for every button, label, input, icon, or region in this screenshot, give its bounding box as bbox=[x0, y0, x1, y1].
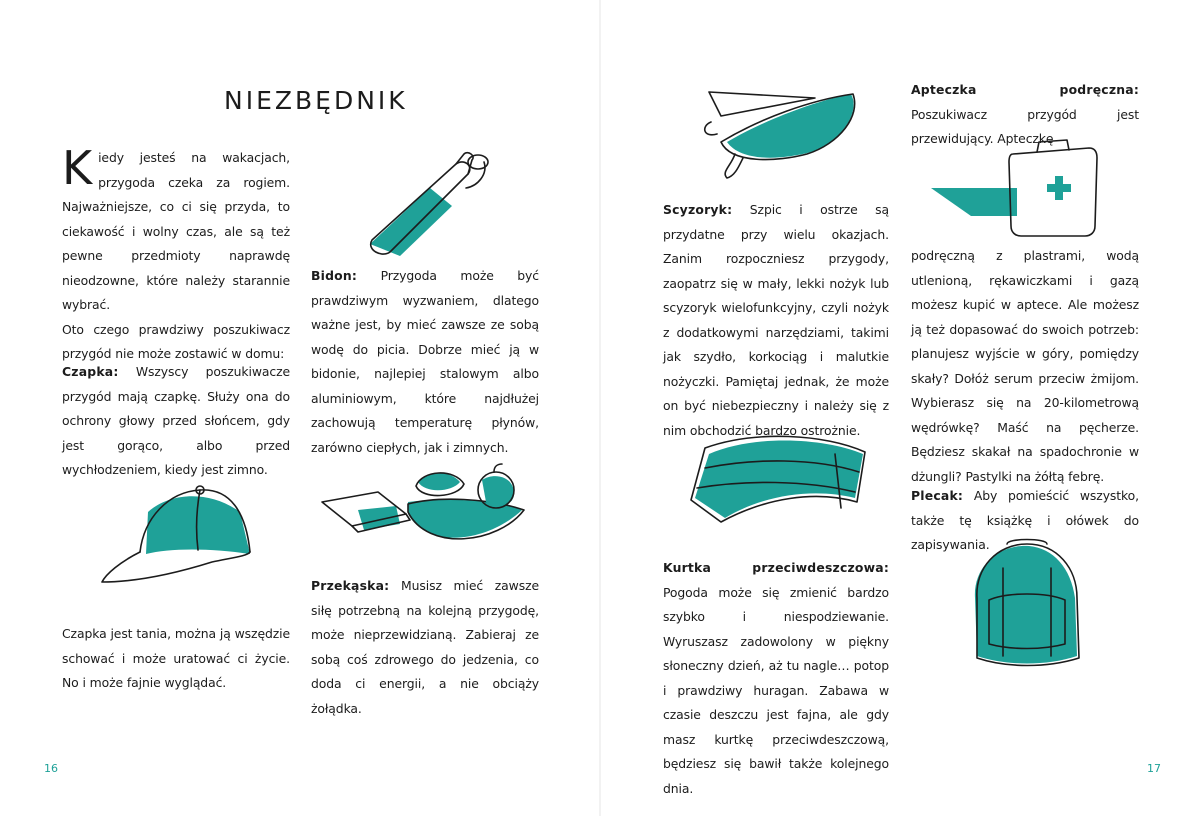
intro-text-2: Oto czego prawdziwy poszukiwacz przygód nie może zostawić w domu: bbox=[62, 321, 290, 361]
czapka-section bbox=[62, 360, 290, 483]
przekaska-section bbox=[311, 574, 539, 721]
bidon-section bbox=[311, 264, 539, 460]
left-page bbox=[0, 0, 600, 816]
pocket-knife-icon bbox=[691, 82, 861, 182]
bidon-heading: Bidon: bbox=[311, 268, 358, 283]
apteczka-text-2: podręczną z plastrami, wodą utlenioną, rękawiczkami i gazą możesz kupić w aptece. Ale możesz ją też dopasować do swoich potrzeb: planujesz wyjście w góry, pomiędzy skały? Dołóż serum przeciw żmijom. Wybierasz się na 20-kilometrową wędrówkę? Maść na pęcherze. Będziesz skakał na spadochronie w dżungli? Pastylki na żółtą febrę. bbox=[911, 248, 1139, 484]
snack-icon bbox=[318, 462, 530, 558]
scyzoryk-section bbox=[663, 198, 889, 443]
page-title: NIEZBĘDNIK bbox=[224, 86, 408, 115]
dropcap: K bbox=[62, 141, 93, 195]
first-aid-kit-icon bbox=[931, 138, 1101, 242]
page-number-left: 16 bbox=[44, 762, 58, 775]
intro-text: iedy jesteś na wakacjach, przygoda czeka za rogiem. Najważniejsze, co ci się przyda, to ciekawość i wolny czas, ale są też pewne przedmioty naprawdę nieodzowne, które należy starannie wybrać. bbox=[62, 150, 290, 312]
intro-paragraph bbox=[62, 141, 290, 367]
apteczka-heading: Apteczka podręczna: bbox=[911, 82, 1139, 97]
plecak-heading: Plecak: bbox=[911, 488, 964, 503]
scyzoryk-text: Szpic i ostrze są przydatne przy wielu okazjach. Zanim rozpoczniesz przygody, zaopatrz się w mały, lekki nożyk lub scyzoryk wielofunkcyjny, czyli nożyk z dodatkowymi narzędziami, takimi jak szydło, korkociąg i malutkie nożyczki. Pamiętaj jednak, że może on być niebezpieczny i należy się z nim obchodzić bardzo ostrożnie. bbox=[663, 202, 889, 438]
przekaska-heading: Przekąska: bbox=[311, 578, 390, 593]
czapka-text-2: Czapka jest tania, można ją wszędzie schować i może uratować ci życie. No i może fajnie wyglądać. bbox=[62, 626, 290, 690]
bidon-text: Przygoda może być prawdziwym wyzwaniem, dlatego ważne jest, by mieć zawsze ze sobą wodę do picia. Dobrze mieć ją w bidonie, najlepiej stalowym albo aluminiowym, które najdłużej zachowują temperaturę płynów, zarówno ciepłych, jak i zimnych. bbox=[311, 268, 540, 455]
czapka-text: Wszyscy poszukiwacze przygód mają czapkę. Służy ona do ochrony głowy przed słońcem, gdy jest gorąco, albo przed wychłodzeniem, kiedy jest zimno. bbox=[62, 364, 290, 477]
page-number-right: 17 bbox=[1147, 762, 1161, 775]
backpack-icon bbox=[967, 538, 1087, 668]
jacket-icon bbox=[685, 428, 867, 528]
cap-icon bbox=[100, 482, 280, 592]
scyzoryk-heading: Scyzoryk: bbox=[663, 202, 733, 217]
plecak-text: Aby pomieścić wszystko, także tę książkę i ołówek do zapisywania. bbox=[911, 488, 1139, 552]
kurtka-section bbox=[663, 556, 889, 801]
przekaska-text: Musisz mieć zawsze siłę potrzebną na kolejną przygodę, może nieprzewidzianą. Zabieraj ze sobą coś zdrowego do jedzenia, co doda ci energii, a nie obciąży żołądka. bbox=[311, 578, 539, 716]
apteczka-text: Poszukiwacz przygód jest przewidujący. Apteczkę bbox=[911, 106, 1139, 146]
czapka-heading: Czapka: bbox=[62, 364, 119, 379]
right-page bbox=[601, 0, 1201, 816]
kurtka-text: Pogoda może się zmienić bardzo szybko i niespodziewanie. Wyruszasz zadowolony w piękny słoneczny dzień, aż tu nagle… potop i prawdziwy huragan. Zabawa w czasie deszczu jest fajna, ale gdy masz kurtkę przeciwdeszczową, będziesz się bawił także kolejnego dnia. bbox=[663, 584, 889, 796]
water-bottle-icon bbox=[360, 148, 500, 258]
kurtka-heading: Kurtka przeciwdeszczowa: bbox=[663, 560, 889, 575]
